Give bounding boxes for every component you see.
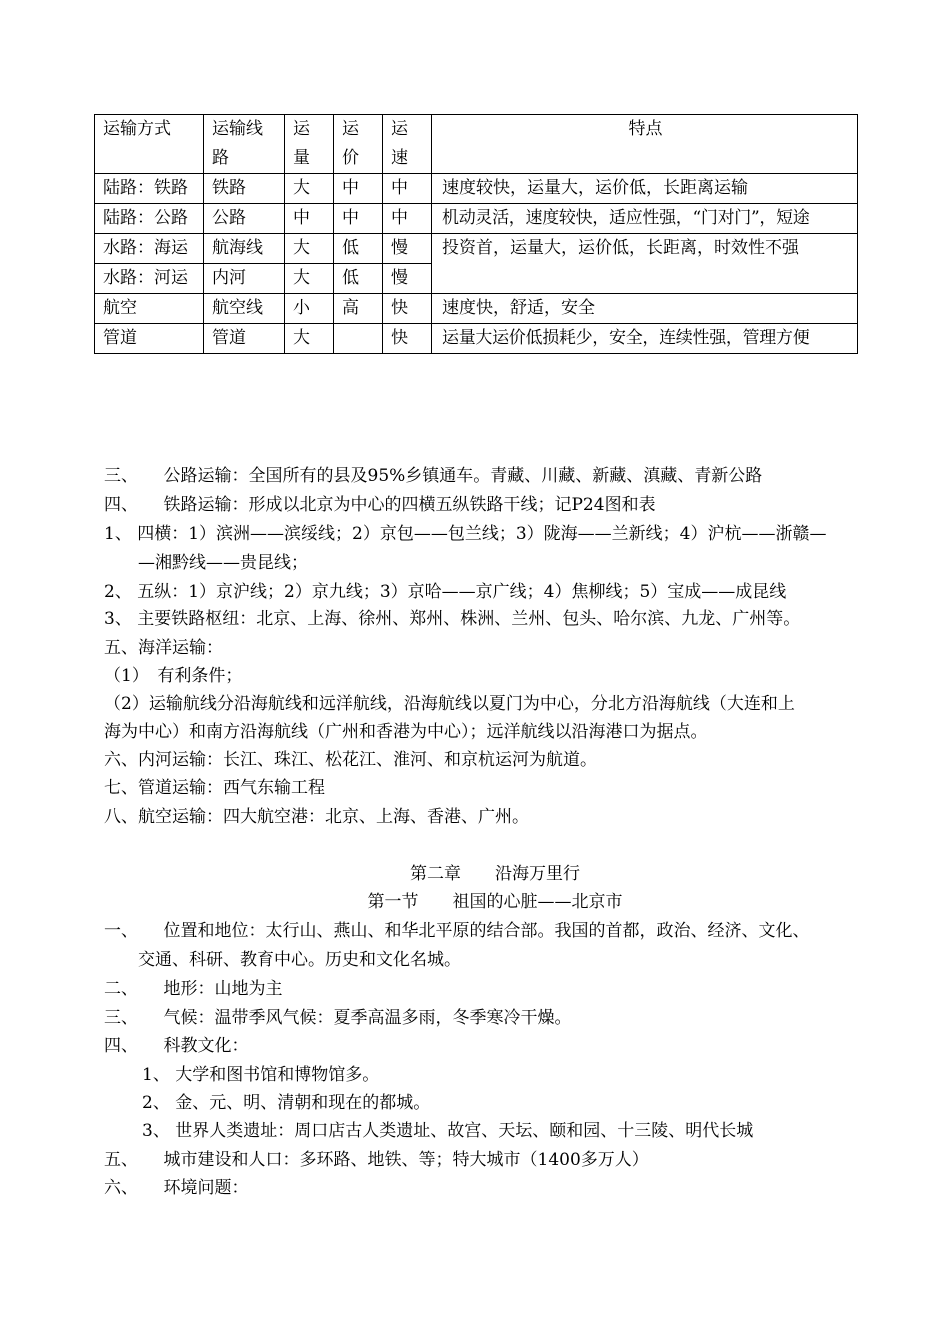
cell-speed: 快 [383, 294, 432, 324]
cell-speed: 慢 [383, 234, 432, 264]
cell-mode: 航空 [95, 294, 204, 324]
paragraph-favorable-conditions: （1） 有利条件； [104, 666, 243, 686]
cell-features: 运量大运价低损耗少，安全，连续性强，管理方便 [432, 324, 858, 354]
cell-features: 投资首，运量大，运价低，长距离，时效性不强 [432, 234, 858, 294]
cell-speed: 快 [383, 324, 432, 354]
paragraph-location: 一、 位置和地位：太行山、燕山、和华北平原的结合部。我国的首都，政治、经济、文化、 [104, 921, 810, 941]
cell-volume: 中 [285, 204, 334, 234]
cell-speed: 慢 [383, 264, 432, 294]
paragraph-four-horizontal: 1、 四横：1）滨洲——滨绥线；2）京包——包兰线；3）陇海——兰新线；4）沪杭——浙赣— [104, 524, 827, 544]
section-title: 第一节 祖国的心脏——北京市 [367, 892, 623, 912]
cell-price: 低 [334, 264, 383, 294]
cell-price: 高 [334, 294, 383, 324]
paragraph-shipping-routes: （2）运输航线分沿海航线和远洋航线，沿海航线以夏门为中心，分北方沿海航线（大连和上 [104, 694, 795, 714]
paragraph-climate: 三、 气候：温带季风气候：夏季高温多雨，冬季寒冷干燥。 [104, 1008, 572, 1028]
paragraph-shipping-routes-cont: 海为中心）和南方沿海航线（广州和香港为中心）；远洋航线以沿海港口为据点。 [104, 722, 708, 742]
cell-price [334, 324, 383, 354]
cell-route: 航海线 [204, 234, 285, 264]
paragraph-railway: 四、 铁路运输：形成以北京为中心的四横五纵铁路干线；记P24图和表 [104, 495, 656, 515]
cell-mode: 管道 [95, 324, 204, 354]
header-features: 特点 [432, 115, 858, 174]
heading-education-culture: 四、 科教文化： [104, 1036, 249, 1056]
cell-speed: 中 [383, 174, 432, 204]
header-route: 运输线路 [204, 115, 285, 174]
paragraph-terrain: 二、 地形：山地为主 [104, 979, 283, 999]
paragraph-rail-hubs: 3、 主要铁路枢纽：北京、上海、徐州、郑州、株洲、兰州、包头、哈尔滨、九龙、广州等。 [104, 609, 801, 629]
paragraph-air-transport: 八、航空运输：四大航空港：北京、上海、香港、广州。 [104, 807, 529, 827]
cell-volume: 大 [285, 174, 334, 204]
cell-speed: 中 [383, 204, 432, 234]
heading-environment: 六、 环境问题： [104, 1178, 249, 1198]
cell-route: 航空线 [204, 294, 285, 324]
cell-features: 速度较快，运量大，运价低，长距离运输 [432, 174, 858, 204]
table-row [95, 204, 858, 234]
header-price: 运价 [334, 115, 383, 174]
paragraph-inland-waterway: 六、内河运输：长江、珠江、松花江、淮河、和京杭运河为航道。 [104, 750, 597, 770]
header-volume: 运量 [285, 115, 334, 174]
cell-mode: 陆路：公路 [95, 204, 204, 234]
cell-price: 中 [334, 174, 383, 204]
cell-price: 中 [334, 204, 383, 234]
cell-volume: 大 [285, 324, 334, 354]
cell-price: 低 [334, 234, 383, 264]
paragraph-five-vertical: 2、 五纵：1）京沪线；2）京九线；3）京哈——京广线；4）焦柳线；5）宝成——成昆线 [104, 582, 787, 602]
cell-volume: 大 [285, 264, 334, 294]
paragraph-urban-population: 五、 城市建设和人口：多环路、地铁、等；特大城市（1400多万人） [104, 1150, 649, 1170]
cell-volume: 小 [285, 294, 334, 324]
cell-mode: 陆路：铁路 [95, 174, 204, 204]
list-item: 2、 金、元、明、清朝和现在的都城。 [142, 1093, 431, 1113]
header-speed: 运速 [383, 115, 432, 174]
table-row [95, 174, 858, 204]
paragraph-pipeline: 七、管道运输：西气东输工程 [104, 778, 325, 798]
table-row [95, 234, 858, 264]
list-item: 3、 世界人类遗址：周口店古人类遗址、故宫、天坛、颐和园、十三陵、明代长城 [142, 1121, 754, 1141]
cell-route: 内河 [204, 264, 285, 294]
chapter-title: 第二章 沿海万里行 [410, 864, 580, 884]
paragraph-highway: 三、 公路运输：全国所有的县及95%乡镇通车。青藏、川藏、新藏、滇藏、青新公路 [104, 466, 763, 486]
transport-table [94, 114, 858, 354]
cell-mode: 水路：河运 [95, 264, 204, 294]
cell-route: 管道 [204, 324, 285, 354]
header-mode: 运输方式 [95, 115, 204, 174]
paragraph-four-horizontal-cont: —湘黔线——贵昆线； [138, 553, 308, 573]
cell-route: 公路 [204, 204, 285, 234]
cell-features: 机动灵活，速度较快，适应性强，“门对门”，短途 [432, 204, 858, 234]
cell-features: 速度快，舒适，安全 [432, 294, 858, 324]
table-row [95, 294, 858, 324]
list-item: 1、 大学和图书馆和博物馆多。 [142, 1065, 380, 1085]
heading-ocean-transport: 五、海洋运输： [104, 638, 223, 658]
paragraph-location-cont: 交通、科研、教育中心。历史和文化名城。 [138, 950, 461, 970]
cell-route: 铁路 [204, 174, 285, 204]
table-header-row [95, 115, 858, 174]
cell-mode: 水路：海运 [95, 234, 204, 264]
cell-volume: 大 [285, 234, 334, 264]
table-row [95, 324, 858, 354]
